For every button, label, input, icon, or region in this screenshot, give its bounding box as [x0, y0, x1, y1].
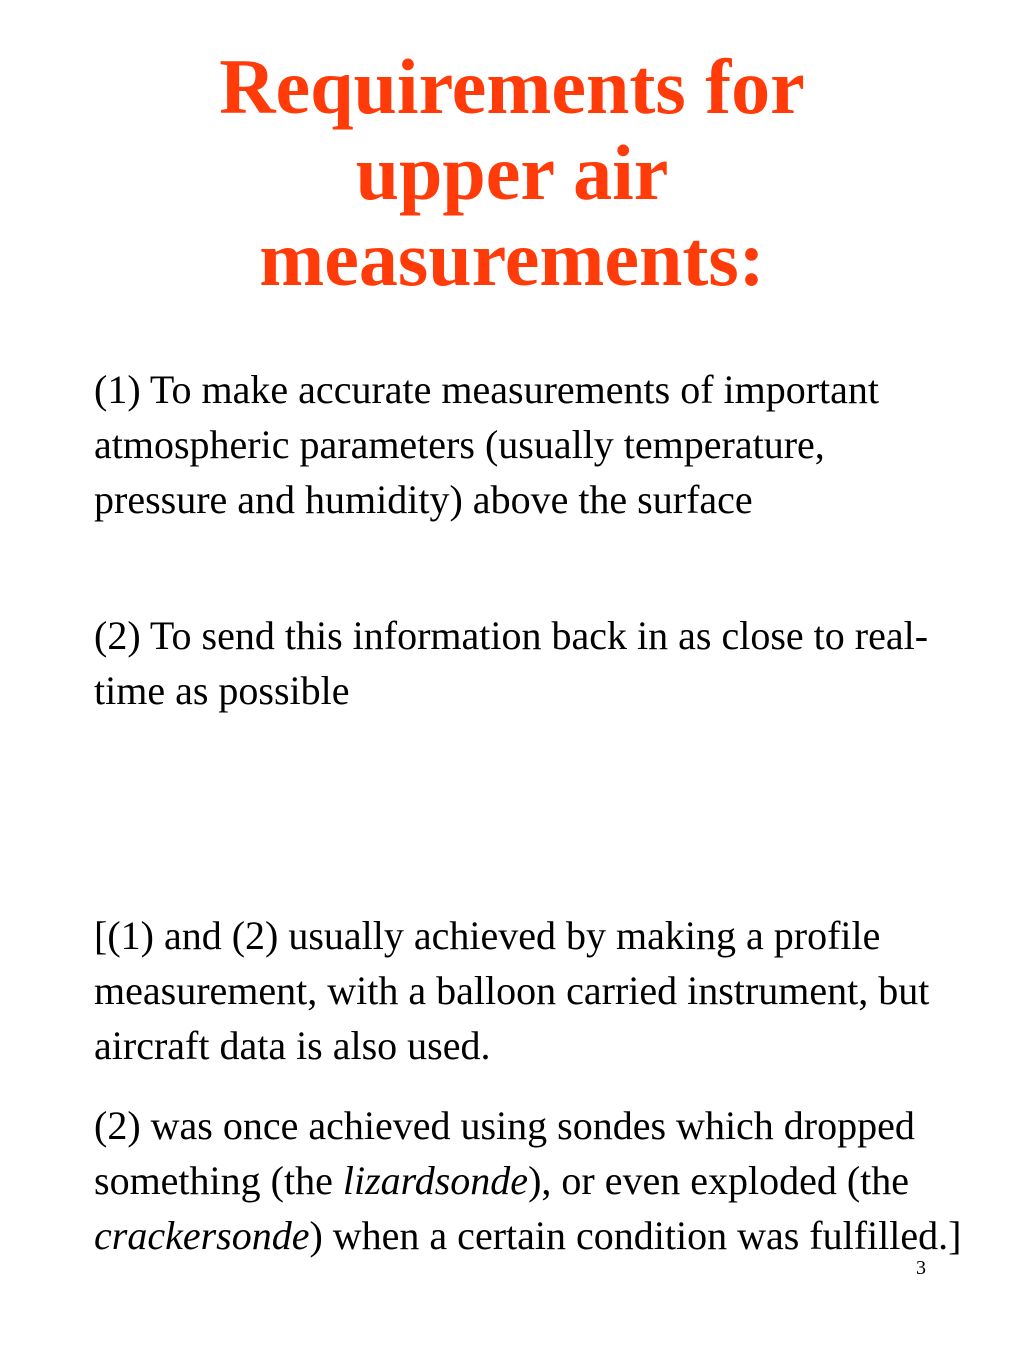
requirement-1-paragraph: (1) To make accurate measurements of important atmospheric parameters (usually temperature, pressure and humidity) above the surface — [94, 367, 880, 522]
lizardsonde-term: lizardsonde — [342, 1158, 529, 1203]
requirement-2-paragraph: (2) To send this information back in as close to real-time as possible — [94, 613, 929, 713]
page-number: 3 — [916, 1257, 926, 1279]
crackersonde-term: crackersonde — [94, 1213, 310, 1258]
sondes-text-part-1: (2) was once achieved using sondes which dropped something (the — [94, 1103, 915, 1203]
sondes-history-paragraph — [94, 1098, 964, 1263]
sondes-text-part-3: ) when a certain condition was fulfilled.] — [309, 1213, 962, 1258]
slide-title — [0, 44, 1024, 301]
profile-measurement-paragraph: [(1) and (2) usually achieved by making a profile measurement, with a balloon carried instrument, but aircraft data is also used. — [94, 913, 930, 1068]
title-line-1: Requirements for — [219, 43, 805, 130]
title-line-2: upper air — [355, 128, 669, 216]
title-line-3: measurements: — [259, 214, 765, 302]
sondes-text-part-2: ), or even exploded (the — [528, 1158, 910, 1203]
